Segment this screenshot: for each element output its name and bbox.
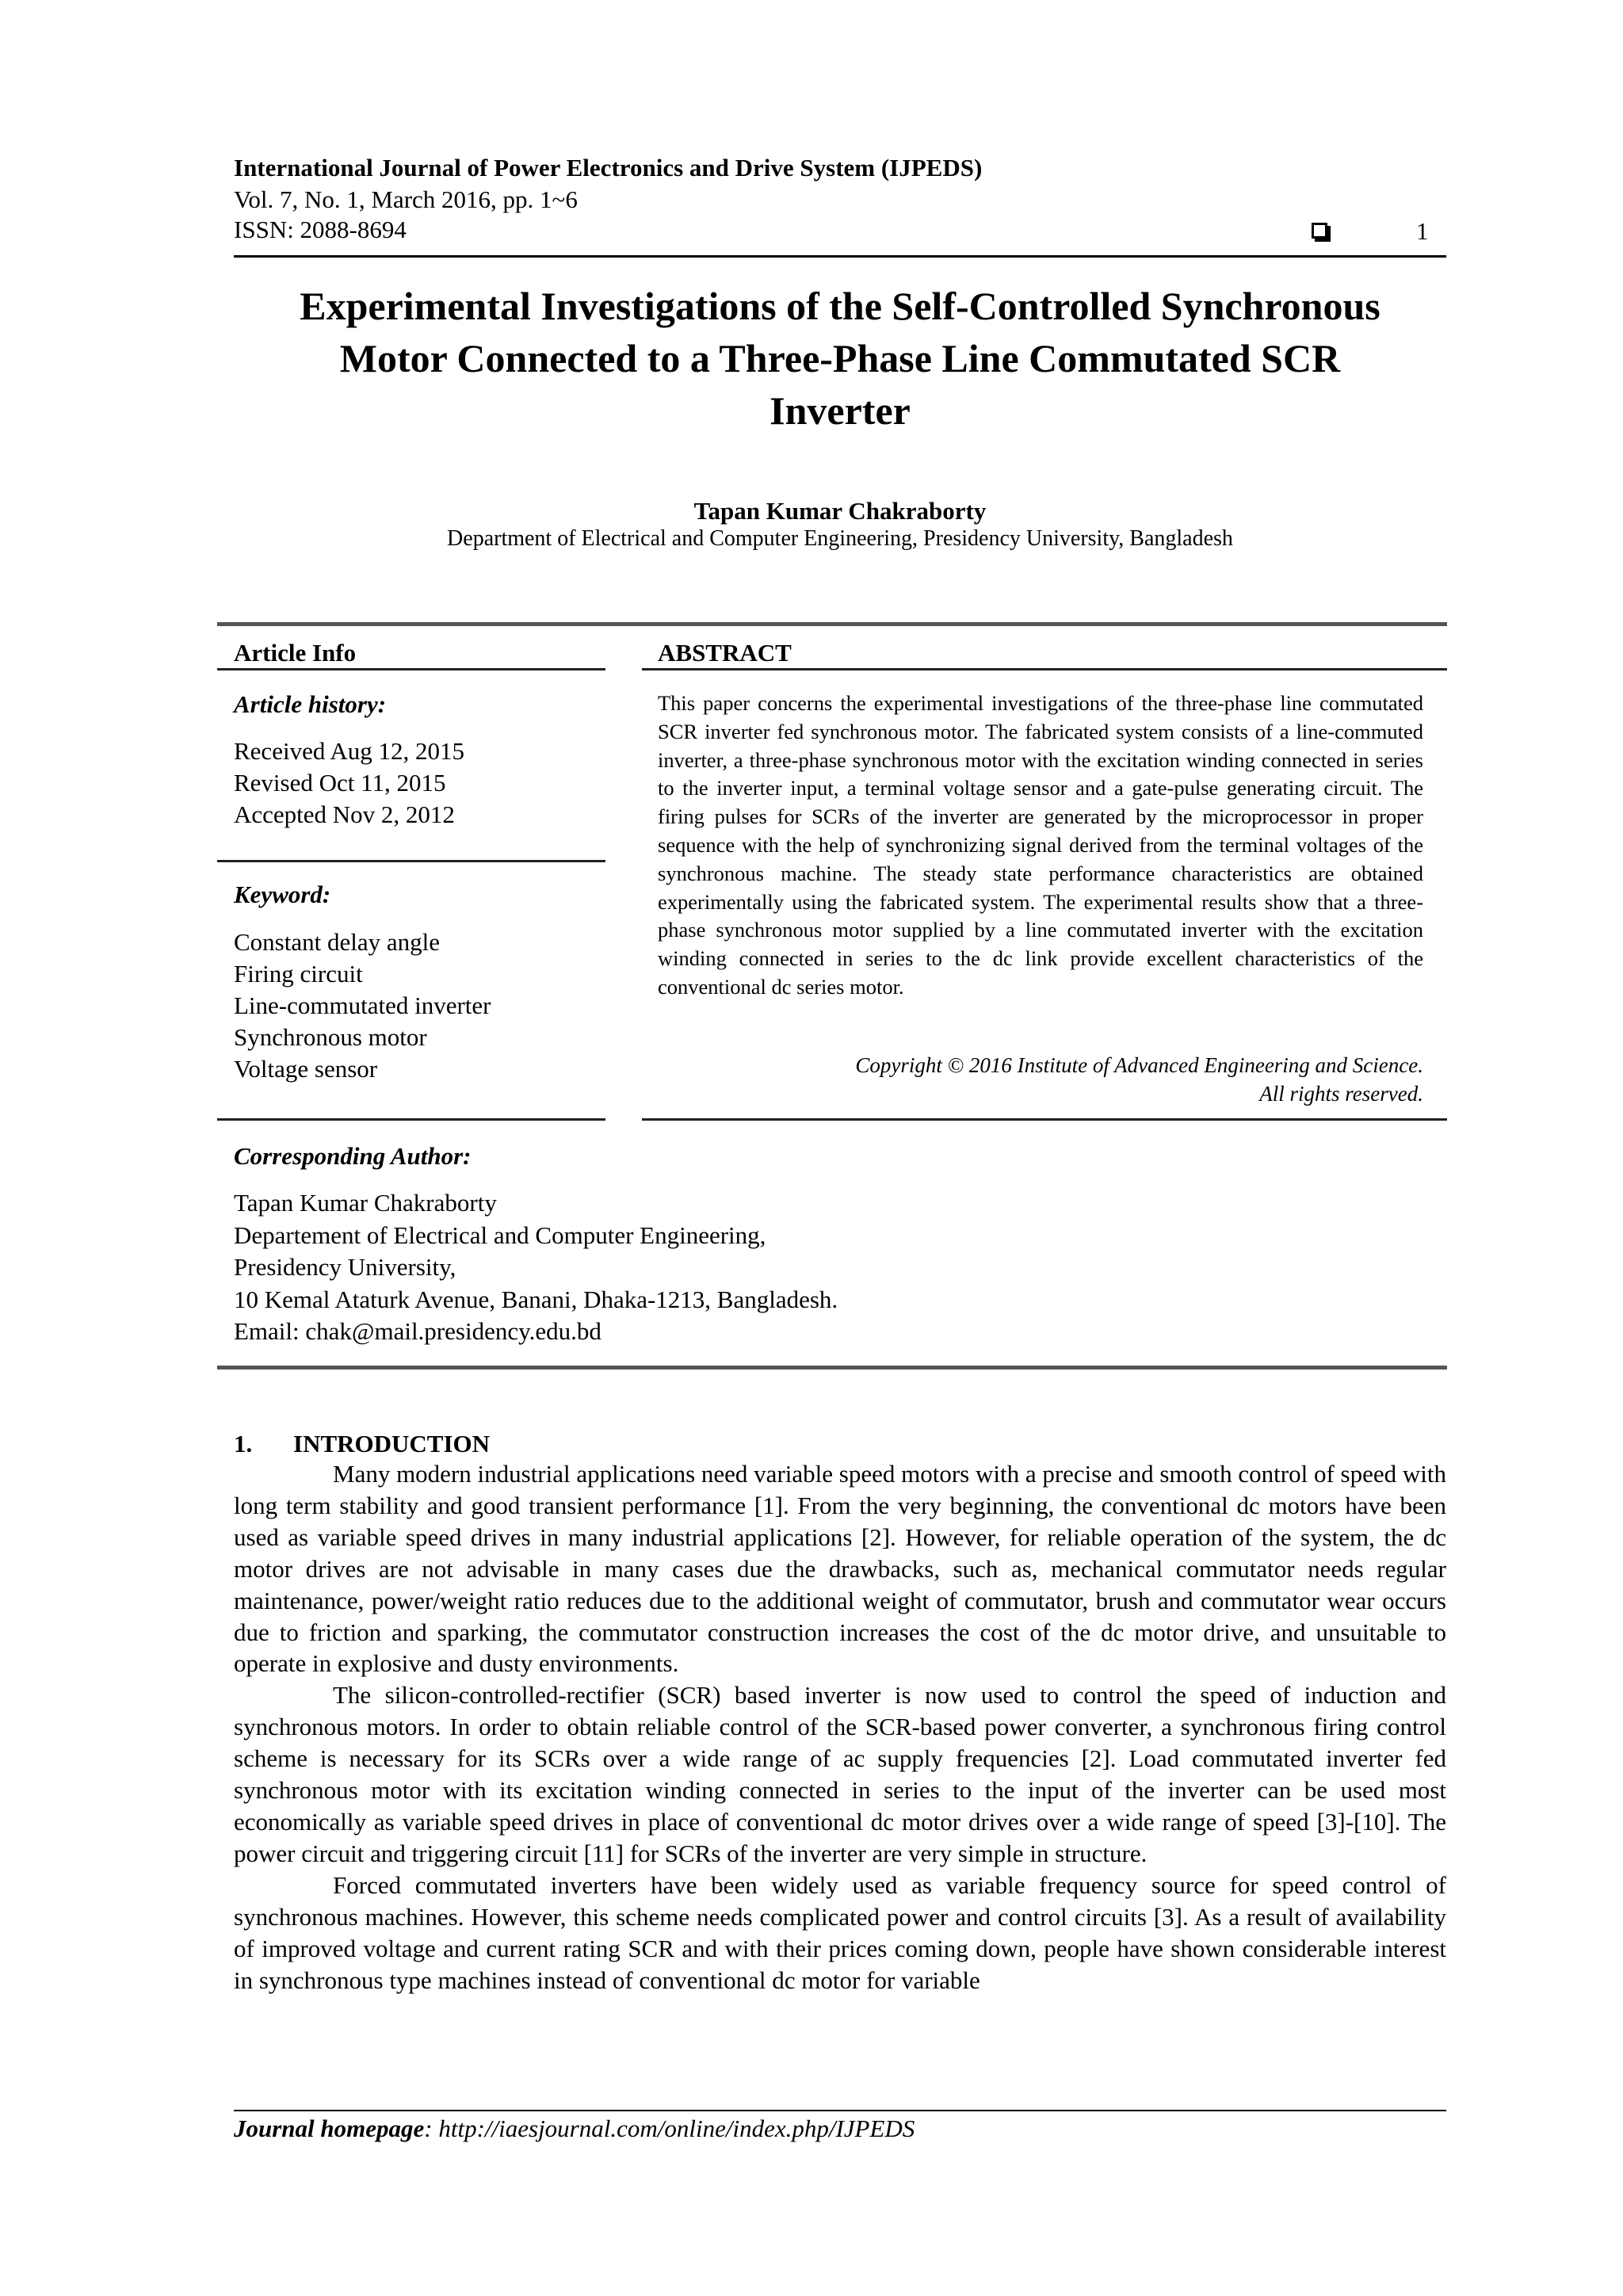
copyright-line-1: Copyright © 2016 Institute of Advanced Engineering and Science. xyxy=(855,1053,1423,1077)
section-title: INTRODUCTION xyxy=(293,1430,491,1457)
footer-url[interactable]: : http://iaesjournal.com/online/index.php/IJPEDS xyxy=(424,2115,915,2142)
article-history-heading: Article history: xyxy=(234,690,387,718)
corresponding-university: Presidency University, xyxy=(234,1253,456,1281)
corresponding-name: Tapan Kumar Chakraborty xyxy=(234,1189,497,1217)
corresponding-email: Email: chak@mail.presidency.edu.bd xyxy=(234,1317,601,1345)
paper-title xyxy=(222,280,1458,437)
history-revised: Revised Oct 11, 2015 xyxy=(234,769,446,797)
history-received: Received Aug 12, 2015 xyxy=(234,737,465,765)
journal-homepage-footer xyxy=(234,2115,915,2143)
author-affiliation: Department of Electrical and Computer Engineering, Presidency University, Bangladesh xyxy=(447,526,1233,551)
title-line-1: Experimental Investigations of the Self-Controlled Synchronous xyxy=(300,284,1381,328)
volume-line: Vol. 7, No. 1, March 2016, pp. 1~6 xyxy=(234,185,578,213)
article-history-list xyxy=(234,735,464,831)
keyword-item: Synchronous motor xyxy=(234,1023,427,1051)
page-number: 1 xyxy=(1416,217,1429,245)
keyword-item: Constant delay angle xyxy=(234,928,440,956)
page-box-icon xyxy=(1312,223,1327,239)
journal-name: International Journal of Power Electronics and Drive System (IJPEDS) xyxy=(234,154,983,181)
corresponding-author-heading: Corresponding Author: xyxy=(234,1142,472,1170)
info-bottom-rule-left xyxy=(217,1118,605,1121)
issn-line: ISSN: 2088-8694 xyxy=(234,216,407,243)
introduction-body xyxy=(234,1458,1446,1996)
info-box-top-rule xyxy=(217,622,1447,626)
abstract-heading: ABSTRACT xyxy=(658,639,792,667)
copyright-notice xyxy=(658,1051,1423,1108)
copyright-line-2: All rights reserved. xyxy=(1259,1082,1423,1106)
abstract-rule xyxy=(642,668,1447,670)
abstract-text: This paper concerns the experimental investigations of the three-phase line commutated SCR inverter fed synchronous motor. The fabricated system consists of a line-commuted inverter, a three-phase synchronous motor with the excitation winding connected in series to the inverter input, a terminal voltage sensor and a gate-pulse generating circuit. The firing pulses for SCRs of the inverter are generated by the microprocessor in proper sequence with the help of synchronizing signal derived from the terminal voltages of the synchronous machine. The steady state performance characteristics are obtained experimentally using the fabricated system. The experimental results show that a three-phase synchronous motor supplied by a line commutated inverter with the excitation winding connected in series to the dc link provide excellent characteristics of the conventional dc series motor. xyxy=(658,691,1423,999)
info-bottom-rule-right xyxy=(642,1118,1447,1121)
keyword-heading: Keyword: xyxy=(234,881,331,908)
footer-rule xyxy=(234,2110,1446,2111)
article-info-heading: Article Info xyxy=(234,639,357,667)
corresponding-author-details xyxy=(234,1187,838,1348)
paragraph: The silicon-controlled-rectifier (SCR) based inverter is now used to control the speed of induction and synchronous motors. In order to obtain reliable control of the SCR-based power converter, a synchronous firing control scheme is necessary for its SCRs over a wide range of ac supply frequencies [2]. Load commutated inverter fed synchronous motor with its excitation winding connected in series to the input of the inverter can be used most economically as variable speed drives in place of conventional dc motor drives over a wide range of speed [3]-[10]. The power circuit and triggering circuit [11] for SCRs of the inverter are very simple in structure. xyxy=(234,1681,1446,1867)
paragraph: Forced commutated inverters have been widely used as variable frequency source for speed control of synchronous machines. However, this scheme needs complicated power and control circuits [3]. As a result of availability of improved voltage and current rating SCR and with their prices coming down, people have shown considerable interest in synchronous type machines instead of conventional dc motor for variable xyxy=(234,1870,1446,1994)
corresponding-address: 10 Kemal Ataturk Avenue, Banani, Dhaka-1213, Bangladesh. xyxy=(234,1285,838,1313)
section-number: 1. xyxy=(234,1430,253,1457)
introduction-heading xyxy=(234,1430,490,1458)
corresponding-department: Departement of Electrical and Computer Engineering, xyxy=(234,1221,766,1249)
title-line-2: Motor Connected to a Three-Phase Line Commutated SCR xyxy=(339,336,1341,380)
footer-label: Journal homepage xyxy=(234,2115,425,2142)
keyword-item: Firing circuit xyxy=(234,960,363,988)
title-line-3: Inverter xyxy=(769,388,911,433)
keyword-item: Line-commutated inverter xyxy=(234,991,491,1019)
keyword-item: Voltage sensor xyxy=(234,1055,378,1083)
corresponding-bottom-rule xyxy=(217,1366,1447,1370)
header-divider xyxy=(234,255,1446,258)
paragraph: Many modern industrial applications need variable speed motors with a precise and smooth control of speed with long term stability and good transient performance [1]. From the very beginning, the conventional dc motors have been used as variable speed drives in many industrial applications [2]. However, for reliable operation of the system, the dc motor drives are not advisable in many cases due the drawbacks, such as, mechanical commutator needs regular maintenance, power/weight ratio reduces due to the additional weight of commutator, brush and commutator wear occurs due to friction and sparking, the commutator construction increases the cost of the dc motor drive, and unsuitable to operate in explosive and dusty environments. xyxy=(234,1460,1446,1678)
author-name: Tapan Kumar Chakraborty xyxy=(693,497,987,525)
keyword-list xyxy=(234,926,491,1085)
article-info-rule xyxy=(217,668,605,670)
keyword-rule xyxy=(217,860,605,862)
history-accepted: Accepted Nov 2, 2012 xyxy=(234,800,455,828)
